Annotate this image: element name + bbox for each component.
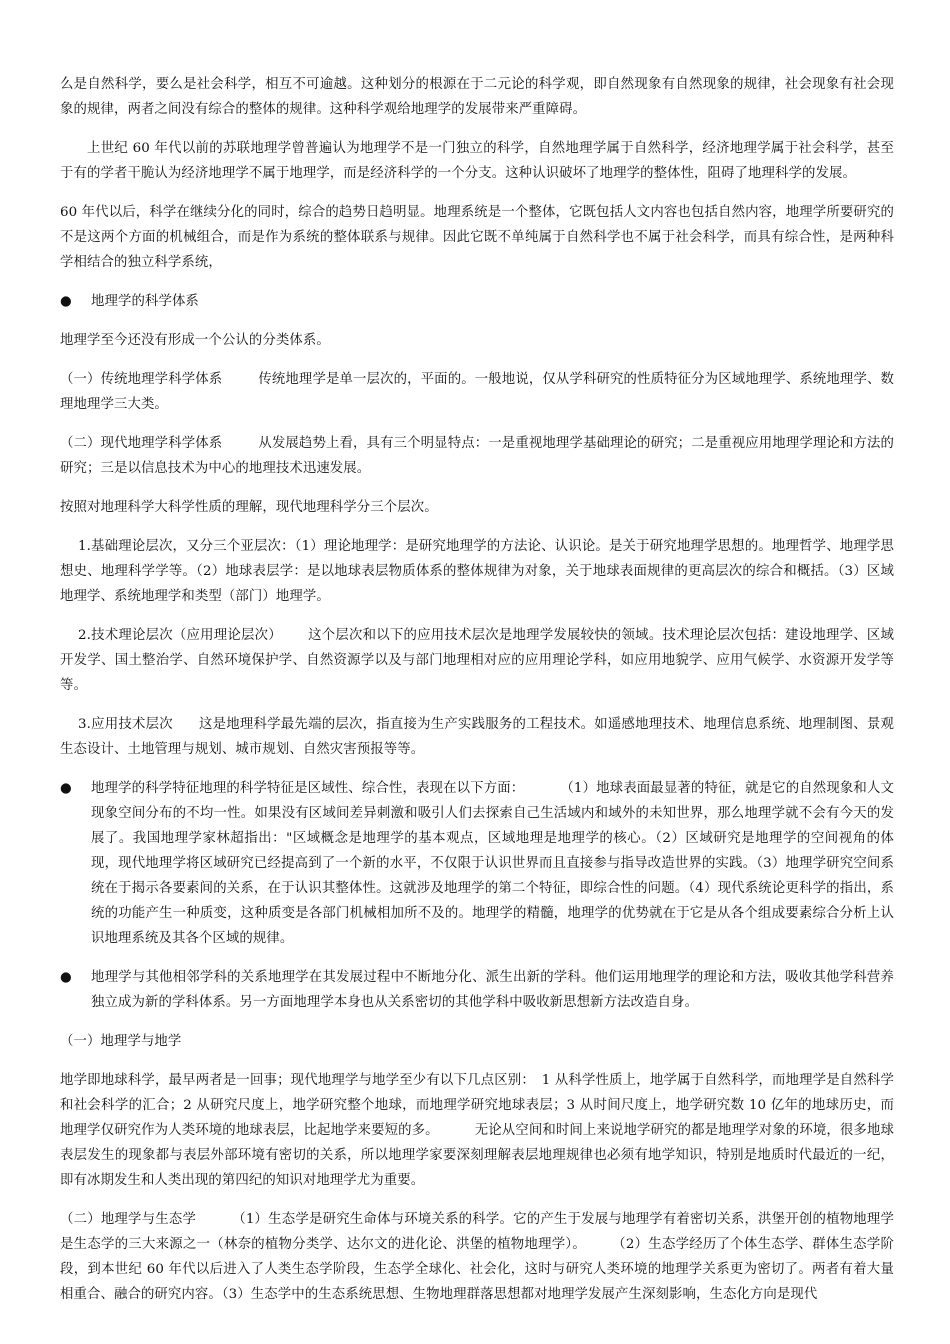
paragraph-soviet-geography: 上世纪 60 年代以前的苏联地理学曾普遍认为地理学不是一门独立的科学，自然地理学属于自然科学，经济地理学属于社会科学，甚至于有的学者干脆认为经济地理学不属于地理学，而是经济科学的一个分支。这种认识破坏了地理学的整体性，阻碍了地理科学的发展。 — [60, 141, 894, 181]
geoscience-differences: 地学即地球科学，最早两者是一回事；现代地理学与地学至少有以下几点区别： 1 从科学性质上，地学属于自然科学，而地理学是自然科学和社会科学的汇合；2 从研究尺度上，地学研究整个地球，而地理学研究地球表层；3 从时间尺度上，地学研究数 10 亿年的地球历史，而地理学仅研究作为人类环境的地球表层，比起地学来要短的多。 — [60, 1073, 894, 1138]
ecology-heading: （二）地理学与生态学 — [60, 1212, 197, 1227]
bullet-science-features-text — [91, 776, 894, 951]
paragraph-level-basic-theory: 1.基础理论层次，又分三个亚层次：（1）理论地理学：是研究地理学的方法论、认识论。是关于研究地理学思想的。地理哲学、地理学思想史、地理科学学等。（2）地球表层学：是以地球表层物质体系的整体规律为对象，关于地球表面规律的更高层次的综合和概括。（3）区域地理学、系统地理学和类型（部门）地理学。 — [60, 539, 894, 604]
bullet-related-disciplines-text: 地理学与其他相邻学科的关系地理学在其发展过程中不断地分化、派生出新的学科。他们运用地理学的理论和方法，吸收其他学科营养独立成为新的学科体系。另一方面地理学本身也从关系密切的其他学科中吸收新思想新方法改造自身。 — [91, 970, 894, 1010]
applied-technology-heading: 3.应用技术层次 — [78, 717, 173, 732]
bullet-science-system-text: 地理学的科学体系 — [91, 294, 199, 309]
paragraph-level-technical-theory — [60, 623, 894, 698]
science-features-body: （1）地球表面最显著的特征，就是它的自然现象和人文现象空间分布的不均一性。如果没有区域间差异刺激和吸引人们去探索自己生活域内和域外的未知世界，那么地理学就不会有今天的发展了。我国地理学家林超指出："区域概念是地理学的基本观点，区域地理是地理学的核心。（2）区域研究是地理学的空间视角的体现，现代地理学将区域研究已经提高到了一个新的水平，不仅限于认识世界而且直接参与指导改造世界的实践。（3）地理学研究空间系统在于揭示各要素间的关系，在于认识其整体性。这就涉及地理学的第二个特征，即综合性的问题。（4）现代系统论更科学的指出，系统的功能产生一种质变，这种质变是各部门机械相加所不及的。地理学的精髓，地理学的优势就在于它是从各个组成要素综合分析上认识地理系统及其各个区域的规律。 — [91, 781, 894, 946]
paragraph-geography-and-ecology — [60, 1207, 894, 1307]
bullet-dot-icon: ● — [60, 781, 72, 796]
paragraph-three-levels: 按照对地理科学大科学性质的理解，现代地理科学分三个层次。 — [60, 500, 438, 515]
technical-theory-heading: 2.技术理论层次（应用理论层次） — [78, 628, 282, 643]
paragraph-geography-and-geoscience — [60, 1068, 894, 1193]
bullet-dot-icon: ● — [60, 294, 72, 309]
traditional-system-heading: （一）传统地理学科学体系 — [60, 372, 223, 387]
paragraph-no-classification: 地理学至今还没有形成一个公认的分类体系。 — [60, 333, 330, 348]
bullet-dot-icon: ● — [60, 970, 72, 985]
paragraph-modern-system — [60, 431, 894, 481]
paragraph-dualism: 么是自然科学，要么是社会科学，相互不可逾越。这种划分的根源在于二元论的科学观，即自然现象有自然现象的规律，社会现象有社会现象的规律，两者之间没有综合的整体的规律。这种科学观给地理学的发展带来严重障碍。 — [60, 77, 894, 117]
paragraph-after-60s: 60 年代以后，科学在继续分化的同时，综合的趋势日趋明显。地理系统是一个整体，它既包括人文内容也包括自然内容，地理学所要研究的不是这两个方面的机械组合，而是作为系统的整体联系与规律。因此它既不单纯属于自然科学也不属于社会科学，而具有综合性，是两种科学相结合的独立科学系统， — [60, 205, 894, 270]
bullet-science-features — [60, 776, 894, 951]
bullet-related-disciplines — [60, 965, 894, 1015]
applied-technology-body: 这是地理科学最先端的层次，指直接为生产实践服务的工程技术。如遥感地理技术、地理信息系统、地理制图、景观生态设计、土地管理与规划、城市规划、自然灾害预报等等。 — [60, 717, 894, 757]
paragraph-level-applied-technology — [60, 712, 894, 762]
ecology-part-2: （2）生态学经历了个体生态学、群体生态学阶段，到本世纪 60 年代以后进入了人类生态学阶段，生态学全球化、社会化，这时与研究人类环境的地理学关系更为密切了。两者有着大量相重合、融合的研究内容。（3）生态学中的生态系统思想、生物地理群落思想都对地理学发展产生深刻影响，生态化方向是现代 — [60, 1237, 894, 1302]
geoscience-environment: 无论从空间和时间上来说地学研究的都是地理学对象的环境，很多地球表层发生的现象都与表层外部环境有密切的关系，所以地理学家要深刻理解表层地理规律也必须有地学知识，特别是地质时代最近的一纪，即有冰期发生和人类出现的第四纪的知识对地理学尤为重要。 — [60, 1123, 894, 1188]
technical-theory-body: 这个层次和以下的应用技术层次是地理学发展较快的领域。技术理论层次包括：建设地理学、区域开发学、国土整治学、自然环境保护学、自然资源学以及与部门地理相对应的应用理论学科，如应用地貌学、应用气候学、水资源开发学等等。 — [60, 628, 895, 693]
modern-system-body: 从发展趋势上看，具有三个明显特点：一是重视地理学基础理论的研究；二是重视应用地理学理论和方法的研究；三是以信息技术为中心的地理技术迅速发展。 — [60, 436, 894, 476]
science-features-heading: 地理学的科学特征地理的科学特征是区域性、综合性，表现在以下方面： — [91, 781, 525, 796]
traditional-system-body: 传统地理学是单一层次的，平面的。一般地说，仅从学科研究的性质特征分为区域地理学、系统地理学、数理地理学三大类。 — [60, 372, 894, 412]
ecology-part-1: （1）生态学是研究生命体与环境关系的科学。它的产生于发展与地理学有着密切关系，洪堡开创的植物地理学是生态学的三大来源之一（林奈的植物分类学、达尔文的进化论、洪堡的植物地理学）。 — [60, 1212, 895, 1252]
heading-geography-and-geoscience: （一）地理学与地学 — [60, 1034, 182, 1049]
paragraph-traditional-system — [60, 367, 894, 417]
modern-system-heading: （二）现代地理学科学体系 — [60, 436, 223, 451]
bullet-science-system — [60, 289, 894, 314]
